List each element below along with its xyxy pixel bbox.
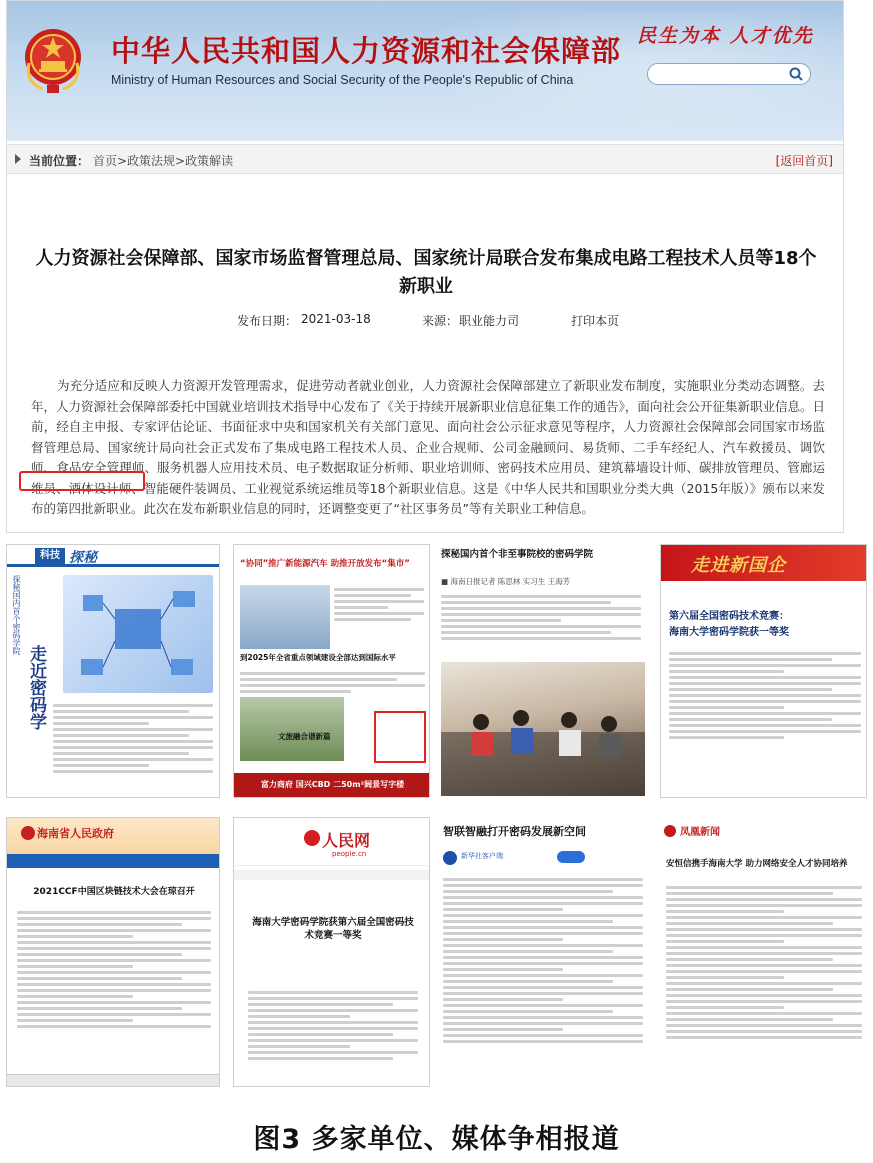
headline-3: 文旅融合谱新篇 — [278, 732, 331, 741]
newspaper-thumb-hainan-daily — [439, 544, 648, 798]
figure-caption: 图3 多家单位、媒体争相报道 — [253, 1124, 620, 1155]
illustration — [63, 575, 213, 693]
text-block-1 — [334, 585, 424, 624]
people-headline: 海南大学密码学院获第六届全国密码技术竞赛一等奖 — [252, 917, 414, 941]
students-illustration-icon — [441, 662, 645, 796]
article-title: 探秘国内首个非至事院校的密码学院 — [441, 549, 594, 560]
newspaper-thumb-soe — [660, 544, 867, 798]
emblem-icon — [21, 826, 35, 840]
article-body: 为充分适应和反映人力资源开发管理需求，促进劳动者就业创业，人力资源社会保障部建立了新职业发布制度，实施职业分类动态调整。去年，人力资源社会保障部委托中国就业培训技术指导中心发布了《关于持续开展新职业信息征集工作的通告》，面向社会公开征集新职业信息。日前，经自主申报、专家评估论证、书面征求中央和国家机关有关部门意见、面向社会公示征求意见等程序，人力资源社会保障部会同国家市场监督管理总局、国家统计局向社会正式发布了集成电路工程技术人员、企业合规师、公司金融顾问、易货师、二手车经纪人、汽车救援员、调饮师、食品安全管理师、服务机器人应用技术员、电子数据取证分析师、职业培训师、密码技术应用员、建筑幕墙设计师、碳排放管理员、管廊运维员、酒体设计师、智能硬件装调员、工业视觉系统运维员等18个新职业信息。这是《中华人民共和国职业分类大典（2015年版）》颁布以来发布的第四批新职业。此次在发布新职业信息的同时，还调整变更了“社区事务员”等有关职业工种信息。 — [31, 378, 825, 516]
feature-tag: 探秘 — [69, 550, 97, 566]
taskbar — [7, 1074, 220, 1087]
brand-tag: 科技 — [35, 548, 65, 564]
text-block — [666, 883, 862, 1042]
newspaper-thumb-tech — [6, 544, 220, 798]
date-value: 2021-03-18 — [301, 312, 371, 326]
slogan: 民生为本 人才优先 — [637, 25, 814, 47]
national-emblem-icon — [21, 23, 85, 95]
gov-site-name: 海南省人民政府 — [37, 827, 114, 840]
ifeng-title: 安恒信携手海南大学 助力网络安全人才协同培养 — [666, 859, 848, 869]
print-link[interactable]: 打印本页 — [571, 314, 620, 328]
text-block-2 — [240, 669, 425, 696]
web-thumb-people — [233, 817, 430, 1087]
follow-button[interactable] — [557, 851, 585, 863]
classroom-photo — [441, 662, 645, 796]
ifeng-brand: 凤凰新闻 — [680, 827, 720, 838]
xinhua-title: 智联智融打开密码发展新空间 — [443, 825, 586, 838]
gov-nav — [7, 854, 220, 868]
text-block — [669, 649, 861, 742]
newspaper-thumb-regional — [233, 544, 430, 798]
byline: ■ 海南日报记者 陈思林 实习生 王海芳 — [441, 577, 571, 586]
site-banner — [7, 1, 844, 141]
text-block — [248, 988, 418, 1063]
back-home-link[interactable]: [返回首页] — [775, 154, 833, 168]
breadcrumb-path[interactable]: 首页>政策法规>政策解读 — [93, 154, 234, 168]
ifeng-logo-icon — [664, 825, 676, 837]
text-block — [17, 908, 211, 1031]
people-logo-sub: people.cn — [332, 850, 367, 858]
gov-headline: 2021CCF中国区块链技术大会在琼召开 — [33, 887, 195, 897]
text-block — [443, 875, 643, 1046]
ad-banner: 富力商府 国兴CBD 二50m²阔景写字楼 — [234, 773, 430, 797]
network-illustration-icon — [63, 575, 213, 693]
breadcrumb-label: 当前位置： — [29, 154, 90, 168]
date-label: 发布日期： — [237, 314, 298, 328]
xinhua-badge: 新华社客户端 — [461, 852, 503, 860]
title: 第六届全国密码技术竞赛： — [669, 611, 789, 622]
photo-2 — [240, 697, 344, 761]
site-title-en: Ministry of Human Resources and Social Security of the People's Republic of China — [111, 73, 574, 87]
article-screenshot — [6, 0, 844, 533]
headline-2: 到2025年全省重点领域建设全部达到国际水平 — [240, 653, 396, 662]
search-icon[interactable] — [788, 66, 804, 82]
people-nav — [234, 870, 430, 880]
web-thumb-xinhua — [439, 817, 648, 1093]
web-thumb-ifeng — [660, 817, 867, 1093]
banner-text: 走进新国企 — [691, 555, 786, 576]
breadcrumb — [7, 144, 844, 174]
text-columns — [53, 701, 213, 776]
photo-1 — [240, 585, 330, 649]
article-title: 人力资源社会保障部、国家市场监督管理总局、国家统计局联合发布集成电路工程技术人员等18个新职业 — [35, 248, 817, 297]
people-logo: 人民网 — [322, 831, 371, 850]
text-block — [441, 592, 641, 643]
breadcrumb-arrow-icon — [15, 154, 21, 164]
highlight-box — [374, 711, 426, 763]
site-title-cn: 中华人民共和国人力资源和社会保障部 — [111, 34, 622, 68]
xinhua-avatar-icon — [443, 851, 457, 865]
article-meta — [7, 312, 844, 330]
headline: 走近密码学 — [26, 645, 46, 730]
side-text: 探秘国内首个密码学院 — [12, 575, 21, 655]
web-thumb-hainan-gov — [6, 817, 220, 1087]
headline-1: “协同”推广新能源汽车 助推开放发布“集市” — [240, 559, 410, 569]
source-label: 来源： — [422, 314, 459, 328]
search-input[interactable] — [647, 63, 811, 85]
source-value: 职业能力司 — [459, 314, 520, 328]
people-logo-icon — [304, 830, 320, 846]
subtitle: 海南大学密码学院获一等奖 — [669, 627, 789, 638]
highlight-box — [19, 471, 145, 491]
